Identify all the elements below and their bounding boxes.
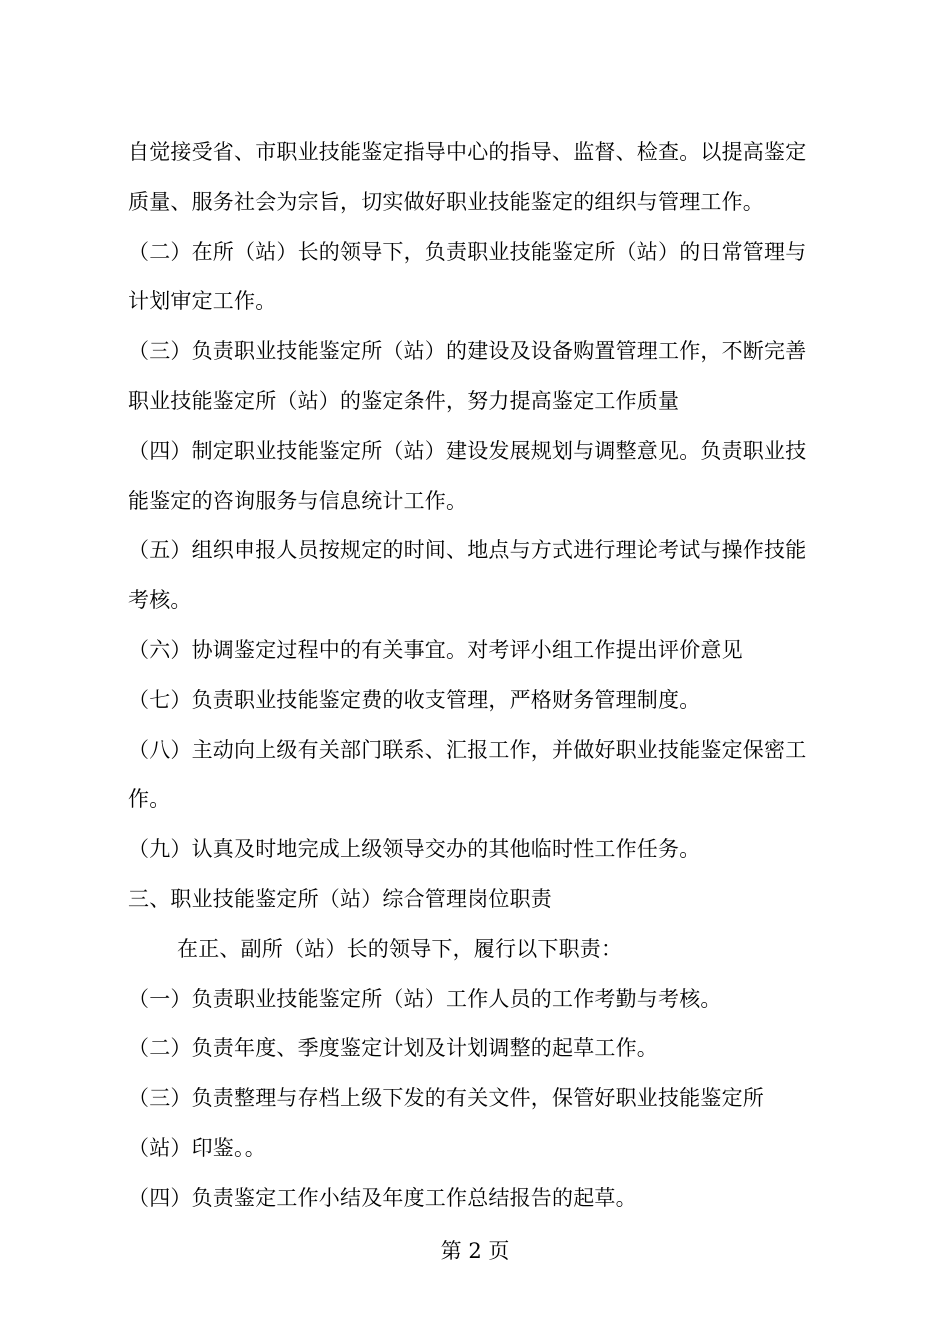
list-item-line: 能鉴定的咨询服务与信息统计工作。 — [128, 488, 468, 513]
list-item-line: （五）组织申报人员按规定的时间、地点与方式进行理论考试与操作技能 — [128, 538, 807, 563]
list-item-line: （一）负责职业技能鉴定所（站）工作人员的工作考勤与考核。 — [128, 986, 722, 1011]
list-item-line: 计划审定工作。 — [128, 289, 277, 314]
list-item-line: （二）在所（站）长的领导下，负责职业技能鉴定所（站）的日常管理与 — [128, 239, 807, 264]
list-item-line: 职业技能鉴定所（站）的鉴定条件，努力提高鉴定工作质量 — [128, 388, 680, 413]
list-item-line: （三）负责职业技能鉴定所（站）的建设及设备购置管理工作，不断完善 — [128, 339, 807, 364]
list-item-line: （九）认真及时地完成上级领导交办的其他临时性工作任务。 — [128, 837, 701, 862]
section-intro: 在正、副所（站）长的领导下，履行以下职责： — [177, 936, 623, 961]
list-item-line: 作。 — [128, 787, 171, 812]
list-item-line: （七）负责职业技能鉴定费的收支管理，严格财务管理制度。 — [128, 687, 701, 712]
list-item-line: （二）负责年度、季度鉴定计划及计划调整的起草工作。 — [128, 1036, 658, 1061]
list-item-line: （站）印鉴。。 — [128, 1135, 266, 1160]
page-number: 第 2 页 — [440, 1239, 510, 1263]
paragraph-line: 质量、服务社会为宗旨，切实做好职业技能鉴定的组织与管理工作。 — [128, 189, 764, 214]
list-item-line: （六）协调鉴定过程中的有关事宜。对考评小组工作提出评价意见 — [128, 637, 743, 662]
list-item-line: （四）制定职业技能鉴定所（站）建设发展规划与调整意见。负责职业技 — [128, 438, 807, 463]
document-body — [128, 130, 848, 1226]
list-item-line: 考核。 — [128, 588, 192, 613]
paragraph-line: 自觉接受省、市职业技能鉴定指导中心的指导、监督、检查。以提高鉴定 — [128, 140, 807, 164]
list-item-line: （四）负责鉴定工作小结及年度工作总结报告的起草。 — [128, 1185, 637, 1210]
list-item-line: （三）负责整理与存档上级下发的有关文件，保管好职业技能鉴定所 — [128, 1086, 764, 1111]
section-heading: 三、职业技能鉴定所（站）综合管理岗位职责 — [128, 886, 552, 911]
list-item-line: （八）主动向上级有关部门联系、汇报工作，并做好职业技能鉴定保密工 — [128, 737, 807, 762]
